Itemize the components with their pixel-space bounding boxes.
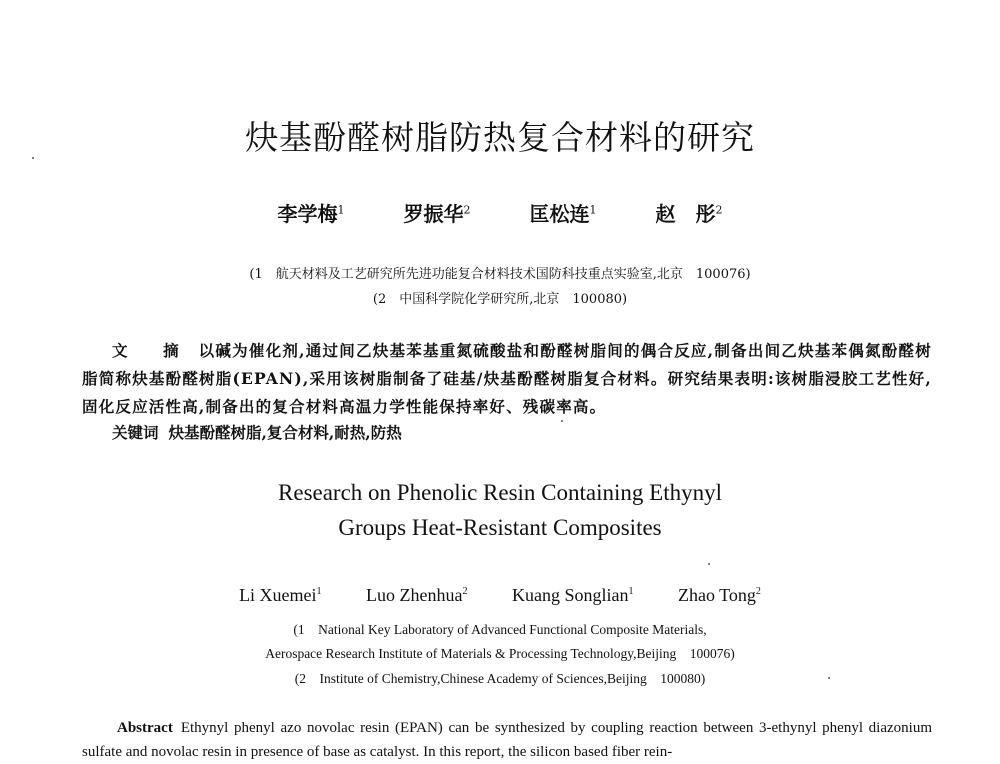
author-en: Kuang Songlian$^1$	[512, 585, 634, 605]
abstract-english	[82, 716, 932, 764]
affiliation-cn-1: (1 航天材料及工艺研究所先进功能复合材料技术国防科技重点实验室,北京 100076)	[249, 267, 751, 282]
affiliation-en-1: (1 National Key Laboratory of Advanced Functional Composite Materials,	[293, 622, 707, 637]
keywords-chinese	[112, 421, 402, 443]
affiliation-cn-2: (2 中国科学院化学研究所,北京 100080)	[372, 292, 628, 307]
abstract-cn-text: 以碱为催化剂,通过间乙炔基苯基重氮硫酸盐和酚醛树脂间的偶合反应,制备出间乙炔基苯偶氮酚醛树脂简称炔基酚醛树脂(EPAN),采用该树脂制备了硅基/炔基酚醛树脂复合材料。研究结果表明:该树脂浸胶工艺性好,固化反应活性高,制备出的复合材料高温力学性能保持率好、残碳率高。	[82, 341, 932, 416]
scan-speck	[32, 157, 34, 159]
author-en: Zhao Tong$^2$	[678, 585, 761, 605]
authors-chinese	[0, 198, 1000, 227]
title-chinese: 炔基酚醛树脂防热复合材料的研究	[245, 118, 755, 157]
abstract-en-text: Ethynyl phenyl azo novolac resin (EPAN) can be synthesized by coupling reaction between 3-ethynyl phenyl diazonium sulfate and novolac resin in presence of base as catalyst. In this report, the silicon based fiber rein-	[82, 720, 932, 760]
keywords-cn-text: 炔基酚醛树脂,复合材料,耐热,防热	[168, 423, 402, 442]
title-english-line-1: Research on Phenolic Resin Containing Ethynyl	[278, 480, 722, 505]
abstract-cn-label: 文 摘	[112, 341, 189, 360]
author-cn: 赵 彤$^2$	[655, 202, 723, 226]
title-english-line-2: Groups Heat-Resistant Composites	[338, 515, 662, 540]
author-en: Luo Zhenhua$^2$	[366, 585, 468, 605]
scan-speck	[561, 420, 563, 422]
abstract-en-label: Abstract	[117, 720, 173, 736]
author-cn: 李学梅$^1$	[277, 202, 345, 226]
authors-english	[0, 585, 1000, 606]
author-cn: 罗振华$^2$	[403, 202, 471, 226]
abstract-chinese	[82, 337, 932, 421]
author-en: Li Xuemei$^1$	[239, 585, 322, 605]
affiliation-en-3: (2 Institute of Chemistry,Chinese Academy of Sciences,Beijing 100080)	[294, 671, 706, 686]
scan-speck	[828, 677, 830, 679]
affiliation-en-2: Aerospace Research Institute of Materials & Processing Technology,Beijing 100076)	[265, 646, 735, 661]
author-cn: 匡松连$^1$	[529, 202, 597, 226]
scan-speck	[708, 563, 710, 565]
keywords-cn-label: 关键词	[112, 423, 159, 442]
